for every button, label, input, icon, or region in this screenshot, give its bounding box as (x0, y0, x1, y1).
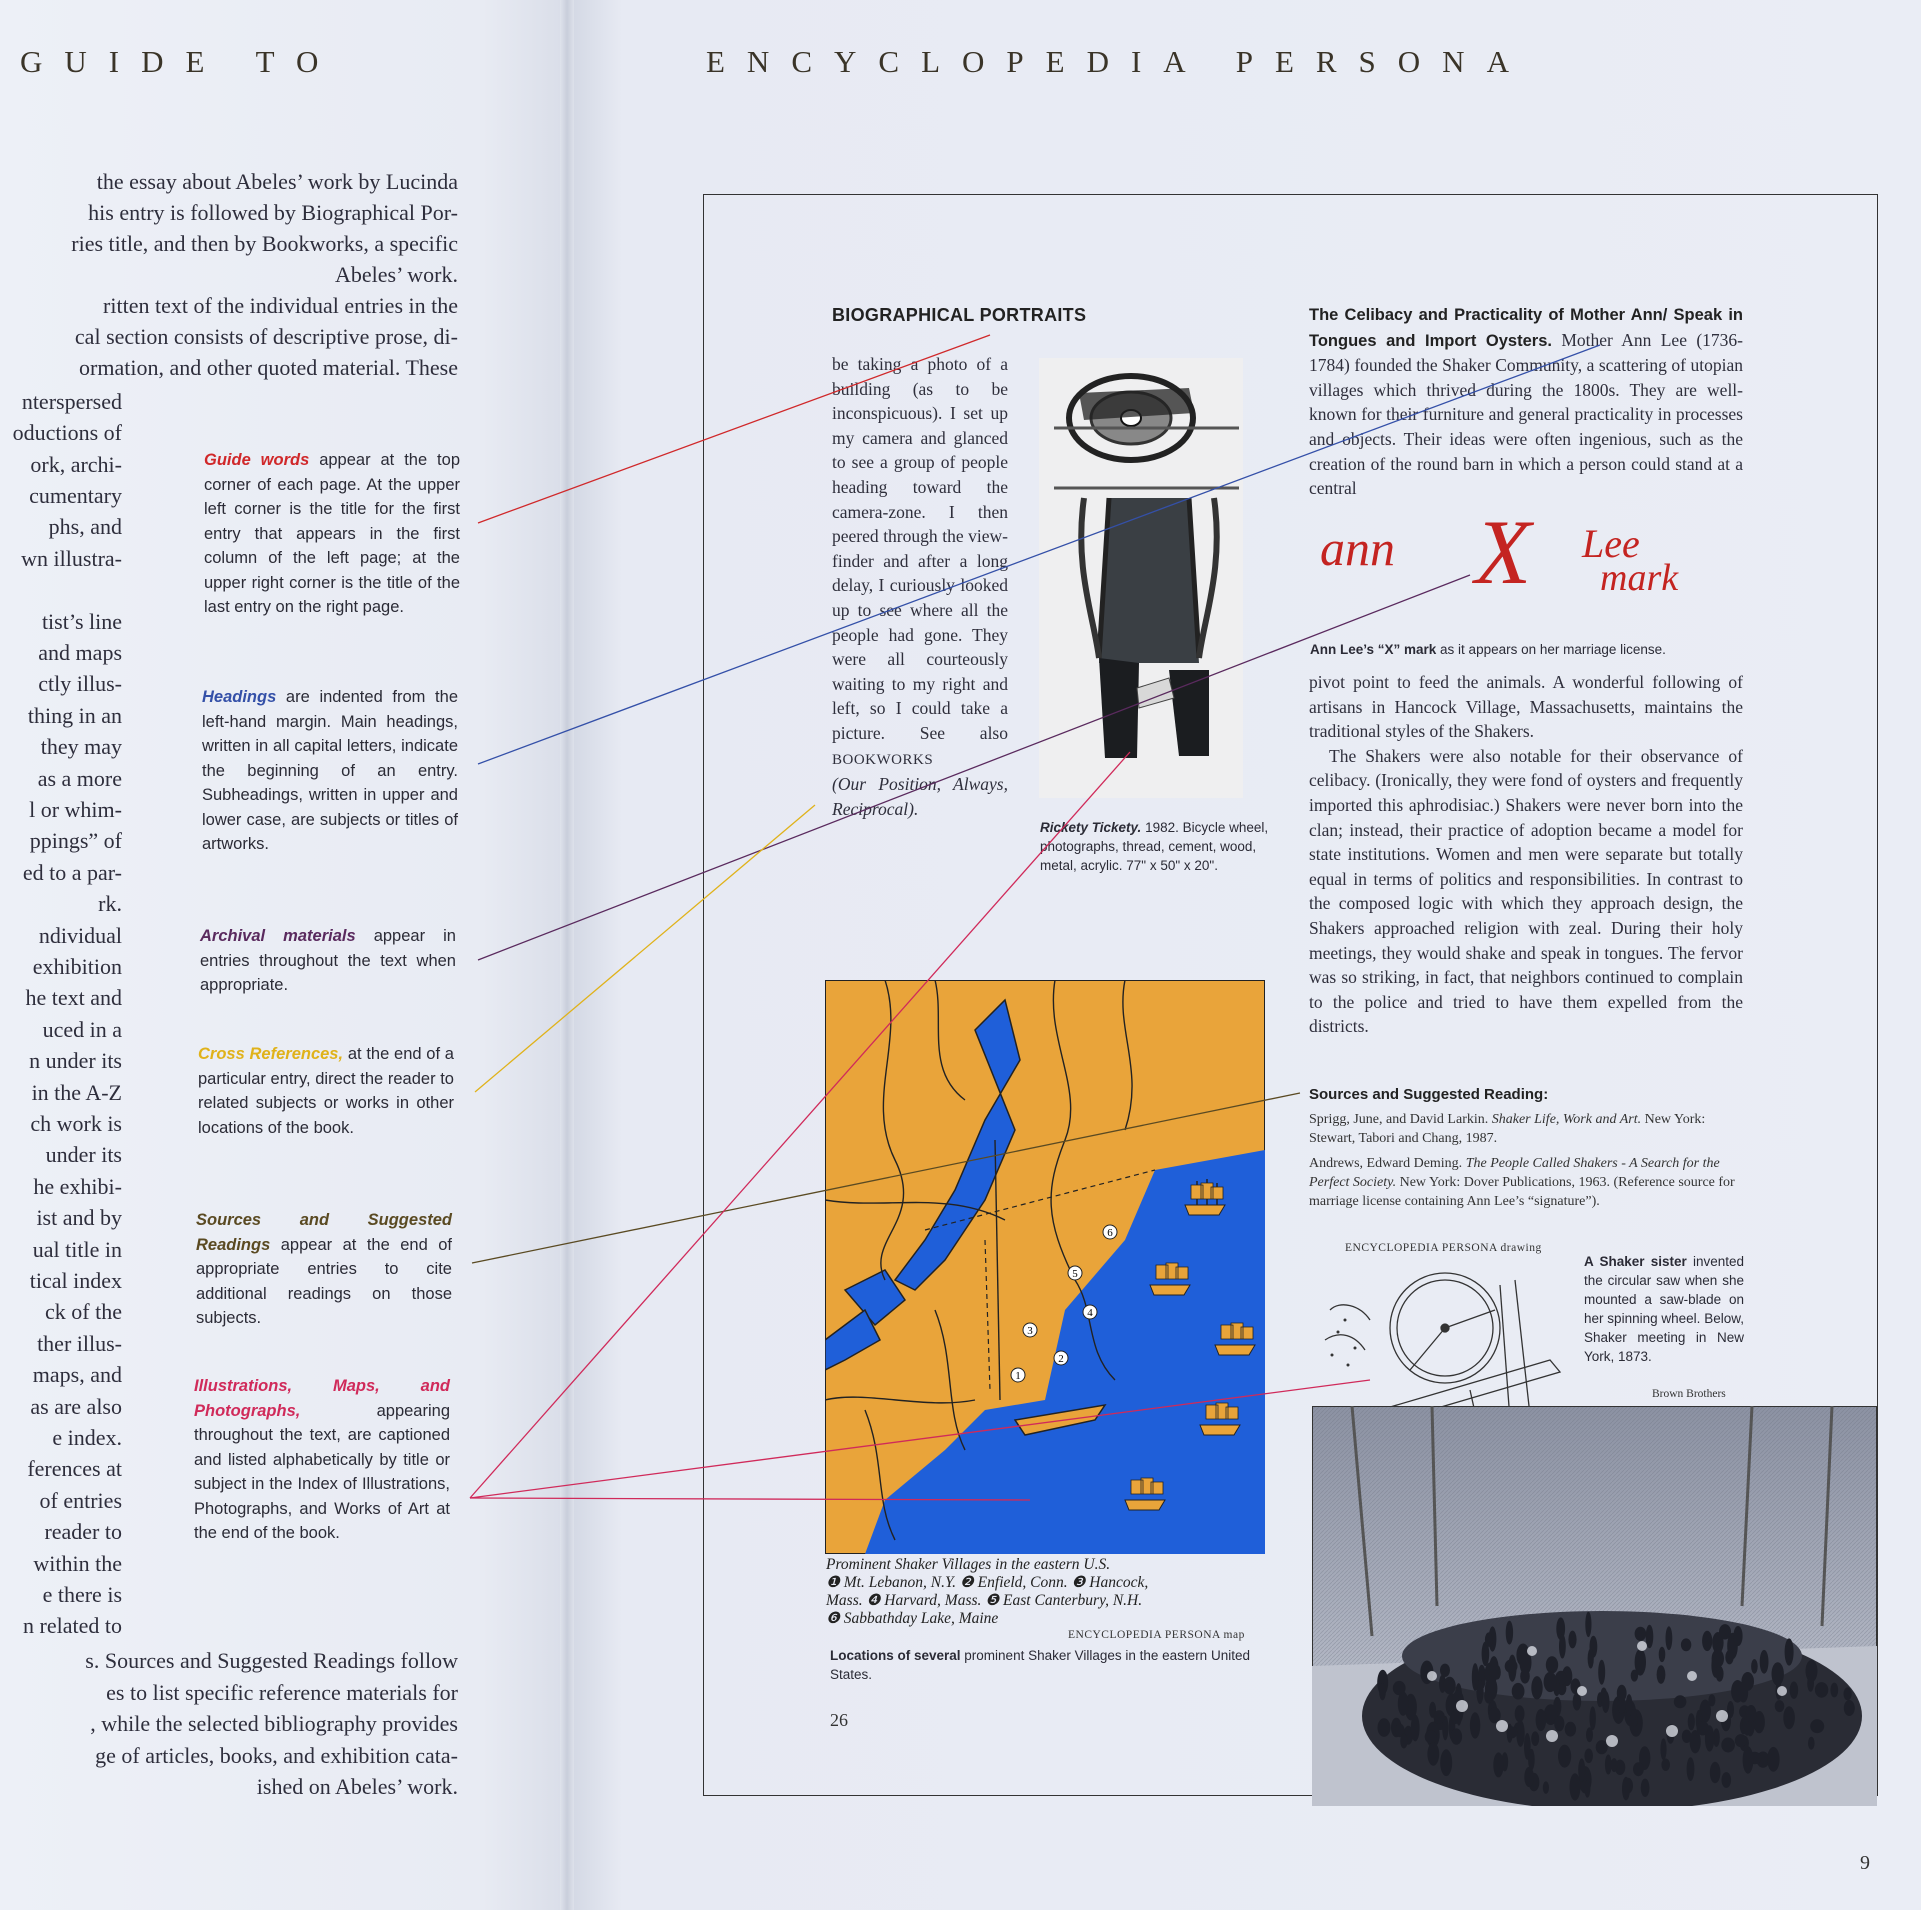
subheading: The Celibacy and Practicality of Mother Ann/ Speak in Tongues and Import Oysters. (1309, 306, 1743, 350)
leader-illustrations-1 (470, 752, 1130, 1498)
engraving-credit: Brown Brothers (1652, 1388, 1726, 1400)
callout-keyword: Illustrations, Maps, and Photographs, (194, 1377, 450, 1420)
body-line: l or whim- (29, 797, 122, 822)
body-line: and maps (38, 640, 122, 665)
body-line: e there is (42, 1582, 122, 1607)
drawing-credit: ENCYCLOPEDIA PERSONA drawing (1345, 1242, 1542, 1254)
section-heading: BIOGRAPHICAL PORTRAITS (832, 305, 1087, 325)
body-line: n related to (23, 1613, 122, 1639)
running-head-left: GUIDE TO (20, 44, 341, 79)
body-line: he text and (25, 985, 122, 1011)
body-line: n under its (29, 1048, 122, 1074)
callout-text: appear at the end of appropriate entries to cite additional readings on those subjects. (196, 1235, 452, 1327)
body-line: as are also (30, 1393, 122, 1419)
body-line: tist’s line (41, 608, 122, 634)
body-line: oductions of (12, 420, 122, 446)
callout-keyword: Archival materials (200, 927, 356, 945)
map-legend-line: Mass. ❹ Harvard, Mass. ❺ East Canterbury, N.H. (826, 1592, 1143, 1609)
body-line: wn illustra- (21, 545, 122, 571)
body-line: maps, and (32, 1362, 122, 1388)
body-line: phs, and (48, 514, 122, 540)
map-legend-line: ❻ Sabbathday Lake, Maine (826, 1610, 999, 1627)
column-one-body: be taking a photo of a building (as to be inconspicuous). I set up my camera and glanced to see a group of people heading toward the camera-zone. I then peered through the view-finder and after a long delay, I curiously looked up to see where all the people had gone. They were all courteously waiting to my right and left, so I could take a picture. See also (832, 354, 1008, 743)
body-line: ferences at (27, 1456, 122, 1482)
callout-text: appearing throughout the text, are captioned and listed alphabetically by title or subject in the Index of Illustrations, Photographs, and Works of Art at the end of the book. (194, 1401, 450, 1542)
body-line: ppings” of (29, 828, 122, 854)
source-title: Shaker Life, Work and Art. (1491, 1112, 1642, 1127)
paragraph-2: pivot point to feed the animals. A wonderful following of artisans in Hancock Village, Massachusetts, maintains the traditional styles of the Shakers. (1309, 672, 1743, 742)
leader-illustrations-2 (470, 1380, 1370, 1498)
leader-illustrations-3 (470, 1498, 1030, 1500)
body-line: es to list specific reference materials for (106, 1679, 458, 1705)
signature-word-3: mark (1600, 557, 1679, 599)
body-line: the essay about Abeles’ work by Lucinda (96, 169, 458, 194)
body-line: in the A-Z (31, 1079, 122, 1105)
body-line: ed to a par- (22, 859, 122, 885)
body-line: ther illus- (37, 1330, 122, 1356)
inset-page-number: 26 (830, 1710, 848, 1730)
body-line: cal section consists of descriptive prose, di- (74, 324, 458, 349)
leader-headings (478, 345, 1600, 764)
saw-caption-text: invented the circular saw when she mounted a saw-blade on her spinning wheel. Below, Shaker meeting in New York, 1873. (1584, 1254, 1744, 1364)
body-line: of entries (39, 1487, 122, 1513)
callout-keyword: Sources and Suggested Readings (196, 1211, 452, 1254)
map-marker-2: 2 (1058, 1353, 1064, 1365)
signature-caption-text: as it appears on her marriage license. (1436, 642, 1666, 657)
body-line: s. Sources and Suggested Readings follow (85, 1648, 458, 1673)
body-line: reader to (44, 1519, 122, 1545)
leader-guide-words (478, 335, 990, 523)
body-line: ndividual (38, 922, 122, 948)
body-line: ritten text of the individual entries in the (103, 293, 458, 318)
body-line: uced in a (42, 1016, 122, 1042)
body-line: they may (40, 734, 122, 760)
body-line: , while the selected bibliography provides (90, 1711, 458, 1737)
callout-keyword: Headings (202, 688, 277, 706)
map-marker-1: 1 (1015, 1370, 1021, 1382)
sculpture-details: 1982. Bicycle wheel, photographs, thread, cement, wood, metal, acrylic. 77" x 50" x 20". (1040, 820, 1269, 873)
body-line: ual title in (32, 1236, 122, 1262)
callout-text: at the end of a particular entry, direct the reader to related subjects or works in other locations of the book. (198, 1045, 454, 1137)
source-author: Sprigg, June, and David Larkin. (1309, 1112, 1492, 1127)
map-credit: ENCYCLOPEDIA PERSONA map (1068, 1629, 1245, 1641)
saw-caption-bold: A Shaker sister (1584, 1254, 1687, 1269)
body-line: under its (45, 1142, 122, 1168)
body-line: ormation, and other quoted material. These (79, 355, 458, 380)
body-line: his entry is followed by Biographical Por- (88, 200, 458, 225)
signature-word-2: Lee (1582, 521, 1640, 566)
body-line: Abeles’ work. (335, 262, 458, 287)
body-line: within the (33, 1550, 122, 1576)
body-line: ork, archi- (30, 451, 122, 477)
callout-text: appear in entries throughout the text when appropriate. (200, 927, 456, 994)
map-legend-line: Prominent Shaker Villages in the eastern U.S. (826, 1556, 1111, 1573)
signature-word-1: ann (1320, 520, 1395, 576)
sources-heading: Sources and Suggested Reading: (1309, 1086, 1549, 1103)
cross-reference: BOOKWORKS (832, 751, 934, 768)
sculpture-title: Rickety Tickety. (1040, 820, 1142, 835)
body-line: ch work is (30, 1111, 122, 1136)
cross-reference-works: (Our Position, Always, Reciprocal). (832, 774, 1008, 819)
source-publisher: New York: Stewart, Tabori and Chang, 1987. (1309, 1112, 1706, 1146)
body-line: ctly illus- (38, 671, 122, 697)
callout-keyword: Cross References, (198, 1045, 344, 1063)
body-line: as a more (37, 765, 122, 791)
body-line: ries title, and then by Bookworks, a specific (71, 231, 458, 256)
paragraph-3: The Shakers were also notable for their observance of celibacy. (Ironically, they were fond of oysters and frequently imported this aphrodisiac.) Shakers were never born into the clan; instead, their practice of adoption became a model for state institutions. Women and men were separate but totally equal in terms of politics and responsibilities. In contrast to the composed logic with which they approach design, the Shakers approached religion with zeal. During their holy meetings, they would shake and speak in tongues. The fervor was so striking, in fact, that neighbors continued to complain to the police and tried to have them expelled from the districts. (1309, 745, 1743, 1037)
body-line: ished on Abeles’ work. (256, 1774, 458, 1800)
signature-x: X (1475, 505, 1532, 603)
body-line: e index. (52, 1425, 122, 1450)
body-line: thing in an (27, 702, 122, 728)
map-marker-6: 6 (1107, 1227, 1113, 1239)
map-marker-4: 4 (1087, 1307, 1093, 1319)
map-caption-bold: Locations of several (830, 1648, 961, 1663)
body-line: exhibition (32, 954, 122, 979)
source-title: The People Called Shakers - A Search for the Perfect Society. (1309, 1156, 1720, 1190)
running-head-right: ENCYCLOPEDIA PERSONA (706, 44, 1531, 79)
body-line: nterspersed (21, 388, 122, 414)
source-publisher: New York: Dover Publications, 1963. (Reference source for marriage license containing Ann Lee’s “signature”). (1309, 1175, 1735, 1209)
leader-archival (478, 575, 1470, 960)
leader-cross-references (475, 805, 815, 1092)
map-legend-line: ❶ Mt. Lebanon, N.Y. ❷ Enfield, Conn. ❸ Hancock, (826, 1574, 1149, 1591)
body-line: ge of articles, books, and exhibition cata- (95, 1742, 458, 1768)
callout-text: appear at the top corner of each page. At the upper left corner is the title for the first entry that appears in the first column of the left page; at the upper right corner is the title of the last entry on the right page. (204, 451, 460, 616)
map-caption-text: prominent Shaker Villages in the eastern United States. (830, 1648, 1250, 1682)
callout-keyword: Guide words (204, 451, 310, 469)
body-line: cumentary (29, 483, 122, 508)
map-marker-3: 3 (1027, 1325, 1033, 1337)
signature-caption-bold: Ann Lee’s “X” mark (1310, 642, 1437, 657)
source-author: Andrews, Edward Deming. (1309, 1156, 1466, 1171)
body-line: ist and by (36, 1205, 122, 1231)
leader-sources (472, 1093, 1300, 1263)
body-line: he exhibi- (33, 1173, 122, 1199)
paragraph-1: Mother Ann Lee (1736-1784) founded the Shaker Community, a scattering of utopian villages which thrived during the 1800s. They are well-known for their furniture and general practicality in processes and objects. Their ideas were often ingenious, such as the creation of the round barn in which a person could stand at a central (1309, 329, 1743, 499)
page-number: 9 (1860, 1852, 1870, 1874)
body-line: ck of the (45, 1299, 122, 1325)
body-line: tical index (29, 1268, 122, 1293)
body-line: rk. (98, 891, 122, 917)
callout-text: are indented from the left-hand margin. Main headings, written in all capital letters, indicate the beginning of an entry. Subheadings, written in upper and lower case, are subjects or titles of artworks. (202, 688, 458, 853)
map-marker-5: 5 (1072, 1268, 1078, 1280)
